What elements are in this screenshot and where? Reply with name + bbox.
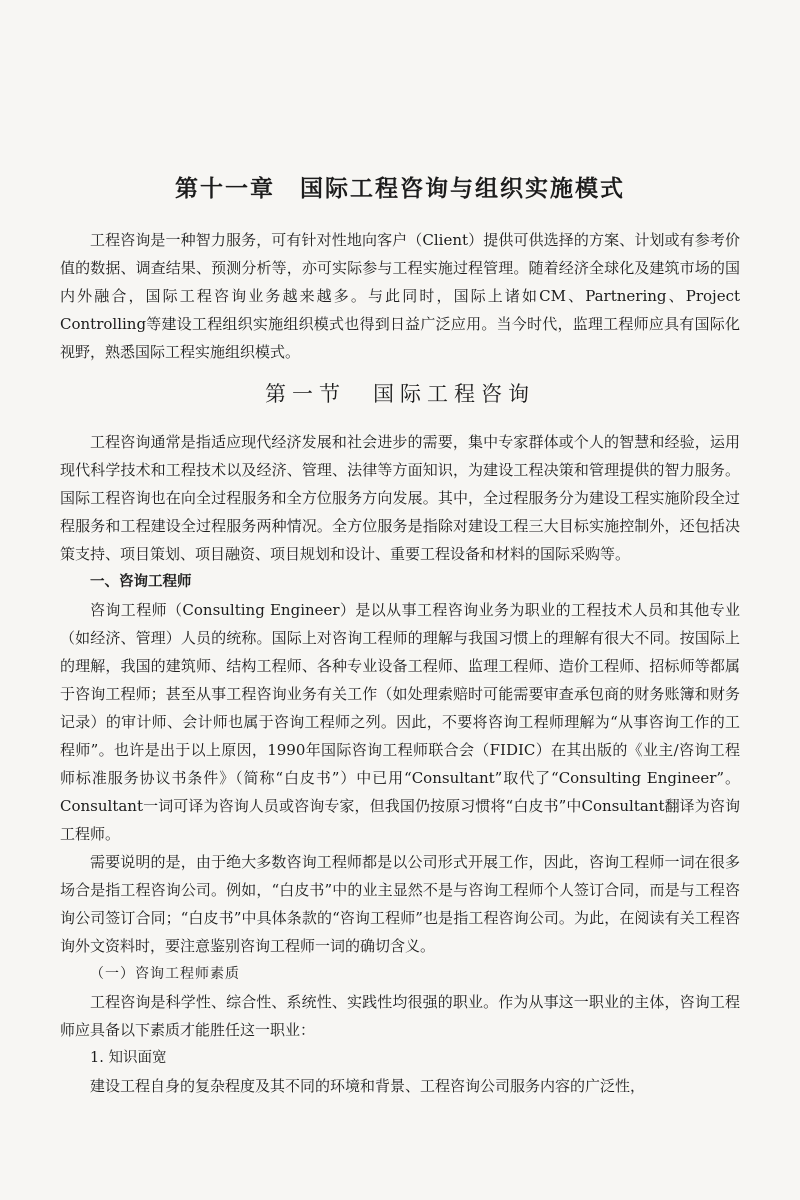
- section-intro-paragraph: 工程咨询通常是指适应现代经济发展和社会进步的需要，集中专家群体或个人的智慧和经验，运用现代科学技术和工程技术以及经济、管理、法律等方面知识，为建设工程决策和管理提供的智力服务。国际工程咨询也在向全过程服务和全方位服务方向发展。其中，全过程服务分为建设工程实施阶段全过程服务和工程建设全过程服务两种情况。全方位服务是指除对建设工程三大目标实施控制外，还包括决策支持、项目策划、项目融资、项目规划和设计、重要工程设备和材料的国际采购等。: [60, 433, 740, 563]
- broad-knowledge-paragraph: 建设工程自身的复杂程度及其不同的环境和背景、工程咨询公司服务内容的广泛性，: [90, 1077, 646, 1095]
- chapter-intro-block: [60, 226, 740, 366]
- section-title: 第一节 国际工程咨询: [265, 382, 535, 406]
- chapter-intro-paragraph: 工程咨询是一种智力服务，可有针对性地向客户（Client）提供可供选择的方案、计划或有参考价值的数据、调查结果、预测分析等，亦可实际参与工程实施过程管理。随着经济全球化及建筑市场的国内外融合，国际工程咨询业务越来越多。与此同时，国际上诸如CM、Partnering、Project Controlling等建设工程组织实施组织模式也得到日益广泛应用。当今时代，监理工程师应具有国际化视野，熟悉国际工程实施组织模式。: [60, 231, 740, 361]
- qualities-paragraph: 工程咨询是科学性、综合性、系统性、实践性均很强的职业。作为从事这一职业的主体，咨询工程师应具备以下素质才能胜任这一职业：: [60, 993, 740, 1039]
- heading-consulting-engineer: 一、咨询工程师: [90, 574, 192, 590]
- chapter-title: 第十一章 国际工程咨询与组织实施模式: [175, 176, 625, 202]
- consulting-engineer-paragraph: 咨询工程师（Consulting Engineer）是以从事工程咨询业务为职业的工程技术人员和其他专业（如经济、管理）人员的统称。国际上对咨询工程师的理解与我国习惯上的理解有很大不同。按国际上的理解，我国的建筑师、结构工程师、各种专业设备工程师、监理工程师、造价工程师、招标师等都属于咨询工程师；甚至从事工程咨询业务有关工作（如处理索赔时可能需要审查承包商的财务账簿和财务记录）的审计师、会计师也属于咨询工程师之列。因此，不要将咨询工程师理解为“从事咨询工作的工程师”。也许是出于以上原因，1990年国际咨询工程师联合会（FIDIC）在其出版的《业主/咨询工程师标准服务协议书条件》（简称“白皮书”）中已用“Consultant”取代了“Consulting Engineer”。Consultant一词可译为咨询人员或咨询专家，但我国仍按原习惯将“白皮书”中Consultant翻译为咨询工程师。: [60, 601, 740, 843]
- heading-broad-knowledge: 1. 知识面宽: [90, 1050, 167, 1066]
- heading-engineer-qualities: （一）咨询工程师素质: [90, 966, 240, 982]
- section-body: [60, 428, 740, 1100]
- explanation-paragraph: 需要说明的是，由于绝大多数咨询工程师都是以公司形式开展工作，因此，咨询工程师一词在很多场合是指工程咨询公司。例如，“白皮书”中的业主显然不是与咨询工程师个人签订合同，而是与工程咨询公司签订合同；“白皮书”中具体条款的“咨询工程师”也是指工程咨询公司。为此，在阅读有关工程咨询外文资料时，要注意鉴别咨询工程师一词的确切含义。: [60, 853, 740, 955]
